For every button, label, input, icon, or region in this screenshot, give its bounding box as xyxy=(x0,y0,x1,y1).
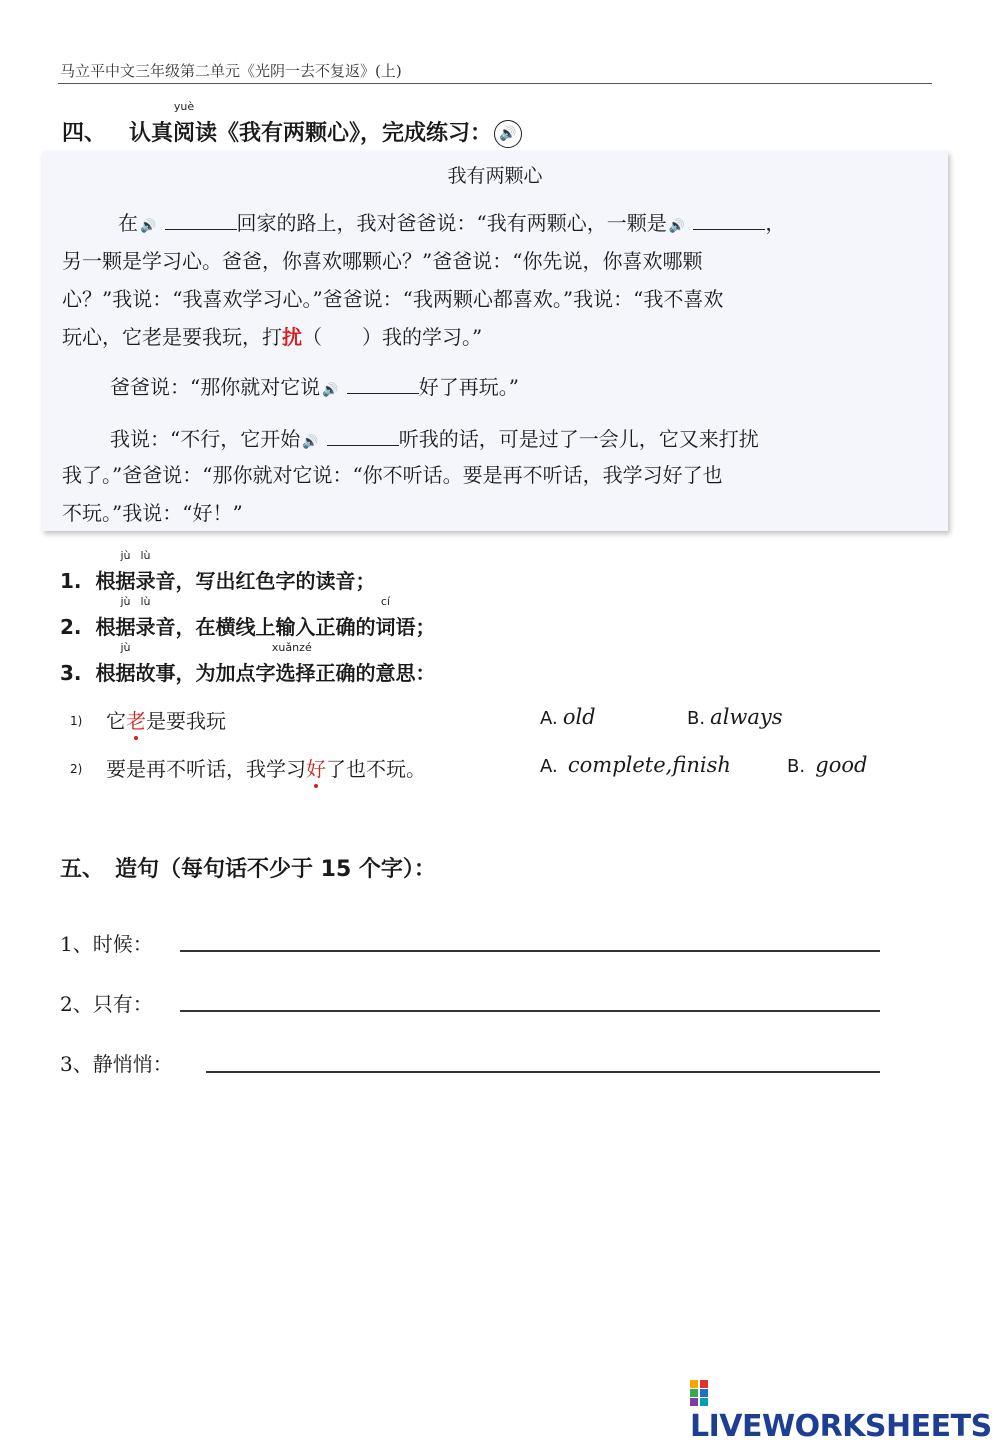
sub-question-number: 1) xyxy=(70,714,83,728)
speaker-icon[interactable]: 🔊 xyxy=(302,435,319,450)
story-line: 我说：“不行，它开始 🔊 听我的话，可是过了一会儿，它又来打扰 xyxy=(110,427,759,451)
answer-blank-3[interactable] xyxy=(347,373,419,394)
question-1: 1. 根 jù 据 lù 录音，写出红色字的读音； xyxy=(60,549,376,593)
section-4-title: 四、 认真 yuè 阅读《我有两颗心》，完成练习： 🔊 xyxy=(62,116,522,148)
story-line: 不玩。”我说：“好！” xyxy=(62,501,243,525)
story-line: 我了。”爸爸说：“那你就对它说：“你不听话。要是再不听话，我学习好了也 xyxy=(62,463,723,487)
dotted-character: 好 xyxy=(306,753,326,782)
sentence-label-1: 1、时候： xyxy=(60,932,153,956)
sentence-label-3: 3、静悄悄： xyxy=(60,1052,173,1076)
dotted-character: 老 xyxy=(126,705,146,734)
option-b-1[interactable]: B. always xyxy=(687,705,783,729)
story-title: 我有两颗心 xyxy=(447,165,543,187)
option-b-2[interactable]: B. good xyxy=(787,753,868,777)
sentence-label-2: 2、只有： xyxy=(60,992,153,1016)
red-character: 扰 xyxy=(282,325,302,349)
question-2: 2. 根 jù 据 lù 录音，在横线上输入正确的 cí 词语； xyxy=(60,595,436,639)
logo-badge-icon xyxy=(690,1380,710,1406)
question-3: 3. 根 jù 据故事，为加点字 xuǎn 选 zé 择正确的意思： xyxy=(60,641,436,685)
answer-blank-4[interactable] xyxy=(327,425,399,446)
story-line: 心？”我说：“我喜欢学习心。”爸爸说：“我两颗心都喜欢。”我说：“我不喜欢 xyxy=(62,287,724,311)
story-line: 爸爸说：“那你就对它说 🔊 好了再玩。” xyxy=(110,375,520,399)
header-divider xyxy=(58,83,932,84)
option-a-1[interactable]: A. old xyxy=(540,705,596,729)
pinyin-hint: yuè xyxy=(173,100,195,113)
speaker-icon[interactable]: 🔊 xyxy=(494,120,522,148)
sentence-input-3[interactable] xyxy=(206,1071,880,1073)
section-4-number: 四、 xyxy=(62,121,107,146)
section-5-title: 五、 造句（每句话不少于 15 个字）： xyxy=(60,857,436,882)
sub-question-number: 2) xyxy=(70,762,83,776)
speaker-icon[interactable]: 🔊 xyxy=(668,219,685,234)
speaker-icon[interactable]: 🔊 xyxy=(322,383,339,398)
story-box xyxy=(42,151,948,531)
speaker-icon[interactable]: 🔊 xyxy=(140,219,157,234)
option-a-2[interactable]: A. complete,finish xyxy=(540,753,731,777)
sentence-input-1[interactable] xyxy=(180,950,880,952)
story-line: 另一颗是学习心。爸爸，你喜欢哪颗心？”爸爸说：“你先说，你喜欢哪颗 xyxy=(62,249,703,273)
sentence-input-2[interactable] xyxy=(180,1010,880,1012)
liveworksheets-logo: LIVEWORKSHEETS xyxy=(690,1374,1000,1444)
story-line: 玩心，它老是要我玩，打扰（ ）我的学习。” xyxy=(62,325,483,349)
page-header: 马立平中文三年级第二单元《光阴一去不复返》(上) xyxy=(60,62,402,80)
answer-blank-1[interactable] xyxy=(165,209,237,230)
answer-blank-2[interactable] xyxy=(693,209,765,230)
sub-question-2: 要是再不听话，我学习好了也不玩。 xyxy=(106,753,426,782)
story-line: 在 🔊 回家的路上，我对爸爸说：“我有两颗心，一颗是 🔊 ， xyxy=(118,211,786,235)
sub-question-1: 它老是要我玩 xyxy=(106,705,226,734)
